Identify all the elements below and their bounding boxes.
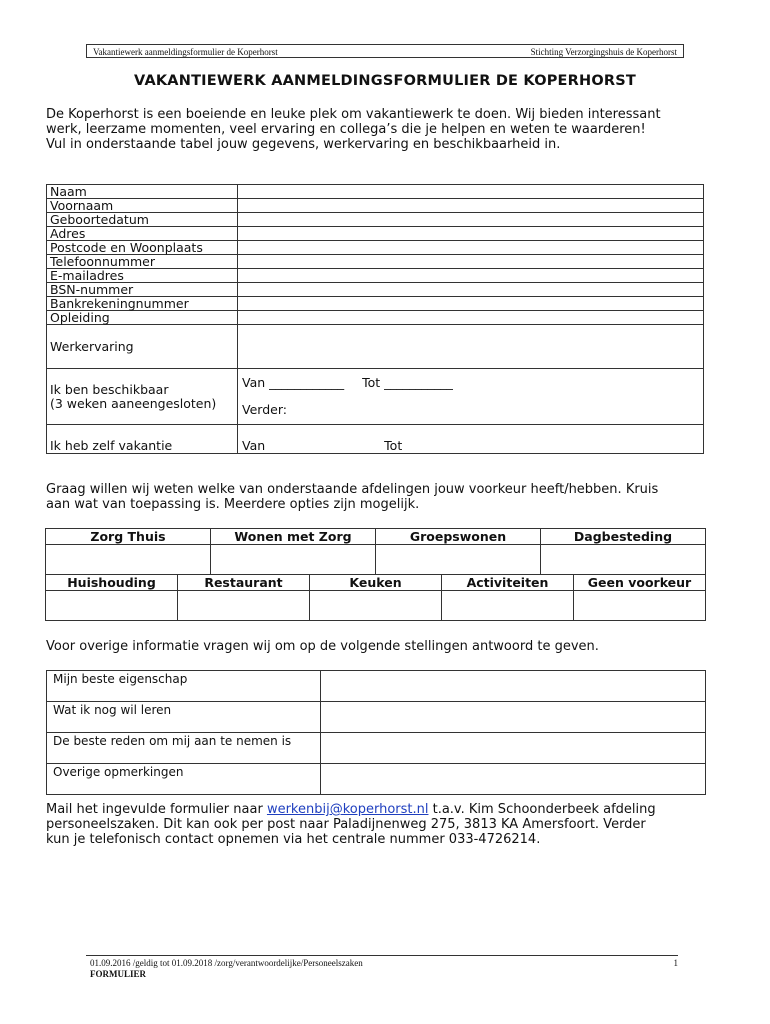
field-value-naam[interactable]: [238, 185, 704, 199]
page-header: [86, 44, 684, 58]
vakantie-label: Ik heb zelf vakantie: [47, 425, 238, 454]
field-value-bank[interactable]: [238, 297, 704, 311]
footer-label: FORMULIER: [90, 969, 146, 979]
footer-divider: [86, 955, 678, 956]
field-label: Naam: [47, 185, 238, 199]
statement-label: Wat ik nog wil leren: [47, 702, 321, 733]
header-right: Stichting Verzorgingshuis de Koperhorst: [530, 47, 677, 57]
field-label: Werkervaring: [47, 325, 238, 369]
field-label: Opleiding: [47, 311, 238, 325]
department-header: Geen voorkeur: [574, 575, 706, 591]
intro-paragraph: De Koperhorst is een boeiende en leuke plek om vakantiewerk te doen. Wij bieden interessant werk, leerzame momenten, veel ervaring en collega’s die je helpen en weten te waarderen!: [46, 107, 661, 137]
statements-table: [46, 670, 706, 795]
mail-instructions: [46, 802, 666, 847]
statement-answer[interactable]: [321, 671, 706, 702]
field-value-telefoon[interactable]: [238, 255, 704, 269]
field-label: Voornaam: [47, 199, 238, 213]
field-label: Adres: [47, 227, 238, 241]
department-checkbox-geen-voorkeur[interactable]: [574, 591, 706, 621]
department-checkbox-activiteiten[interactable]: [442, 591, 574, 621]
department-checkbox-keuken[interactable]: [310, 591, 442, 621]
mail-text-before: Mail het ingevulde formulier naar: [46, 802, 267, 817]
department-header: Huishouding: [46, 575, 178, 591]
page-title: VAKANTIEWERK AANMELDINGSFORMULIER DE KOPERHORST: [134, 73, 636, 89]
department-checkbox-dagbesteding[interactable]: [541, 545, 706, 575]
department-checkbox-wonen-met-zorg[interactable]: [211, 545, 376, 575]
field-label: Telefoonnummer: [47, 255, 238, 269]
field-value-beschikbaar[interactable]: [238, 369, 704, 425]
department-header: Dagbesteding: [541, 529, 706, 545]
field-value-postcode[interactable]: [238, 241, 704, 255]
page-number: 1: [673, 958, 678, 968]
beschikbaar-label: [47, 369, 238, 425]
statement-label: Overige opmerkingen: [47, 764, 321, 795]
department-checkbox-restaurant[interactable]: [178, 591, 310, 621]
statement-label: Mijn beste eigenschap: [47, 671, 321, 702]
personal-details-table: [46, 184, 704, 454]
department-checkbox-groepswonen[interactable]: [376, 545, 541, 575]
field-value-voornaam[interactable]: [238, 199, 704, 213]
field-value-opleiding[interactable]: [238, 311, 704, 325]
footer-line: 01.09.2016 /geldig tot 01.09.2018 /zorg/verantwoordelijke/Personeelszaken: [90, 958, 363, 968]
mail-text-after: t.a.v. Kim Schoonderbeek afdeling personeelszaken. Dit kan ook per post naar Paladijnenweg 275, 3813 KA Amersfoort. Verder kun je telefonisch contact opnemen via het centrale nummer 033-4726214.: [46, 802, 656, 847]
statement-answer[interactable]: [321, 702, 706, 733]
department-checkbox-huishouding[interactable]: [46, 591, 178, 621]
field-label: Postcode en Woonplaats: [47, 241, 238, 255]
field-value-werkervaring[interactable]: [238, 325, 704, 369]
department-header: Wonen met Zorg: [211, 529, 376, 545]
field-label: BSN-nummer: [47, 283, 238, 297]
van-line: Van ____________: [242, 375, 345, 390]
verder-label: Verder:: [242, 402, 287, 417]
statement-label: De beste reden om mij aan te nemen is: [47, 733, 321, 764]
department-table-1: [45, 528, 706, 575]
statement-answer[interactable]: [321, 733, 706, 764]
statements-intro: Voor overige informatie vragen wij om op de volgende stellingen antwoord te geven.: [46, 639, 599, 654]
department-header: Restaurant: [178, 575, 310, 591]
field-value-vakantie[interactable]: [238, 425, 704, 454]
header-left: Vakantiewerk aanmeldingsformulier de Koperhorst: [93, 47, 278, 57]
statement-answer[interactable]: [321, 764, 706, 795]
field-value-geboortedatum[interactable]: [238, 213, 704, 227]
tot-line: Tot ___________: [362, 375, 453, 390]
field-value-adres[interactable]: [238, 227, 704, 241]
vakantie-van: Van: [242, 438, 266, 453]
page-footer: [90, 958, 680, 980]
field-label: Bankrekeningnummer: [47, 297, 238, 311]
field-label: E-mailadres: [47, 269, 238, 283]
field-label: Geboortedatum: [47, 213, 238, 227]
intro-instruction: Vul in onderstaande tabel jouw gegevens, werkervaring en beschikbaarheid in.: [46, 137, 561, 152]
preference-instruction: Graag willen wij weten welke van onderstaande afdelingen jouw voorkeur heeft/hebben. Kruis aan wat van toepassing is. Meerdere opties zijn mogelijk.: [46, 482, 659, 512]
beschikbaar-line-2: (3 weken aaneengesloten): [50, 395, 217, 411]
department-checkbox-zorg-thuis[interactable]: [46, 545, 211, 575]
field-value-email[interactable]: [238, 269, 704, 283]
department-header: Activiteiten: [442, 575, 574, 591]
email-link[interactable]: werkenbij@koperhorst.nl: [266, 802, 429, 817]
intro-text: [46, 107, 666, 152]
vakantie-tot: Tot: [384, 438, 403, 453]
department-header: Keuken: [310, 575, 442, 591]
department-header: Groepswonen: [376, 529, 541, 545]
field-value-bsn[interactable]: [238, 283, 704, 297]
beschikbaar-line-1: Ik ben beschikbaar: [50, 381, 169, 397]
department-header: Zorg Thuis: [46, 529, 211, 545]
department-table-2: [45, 574, 706, 621]
